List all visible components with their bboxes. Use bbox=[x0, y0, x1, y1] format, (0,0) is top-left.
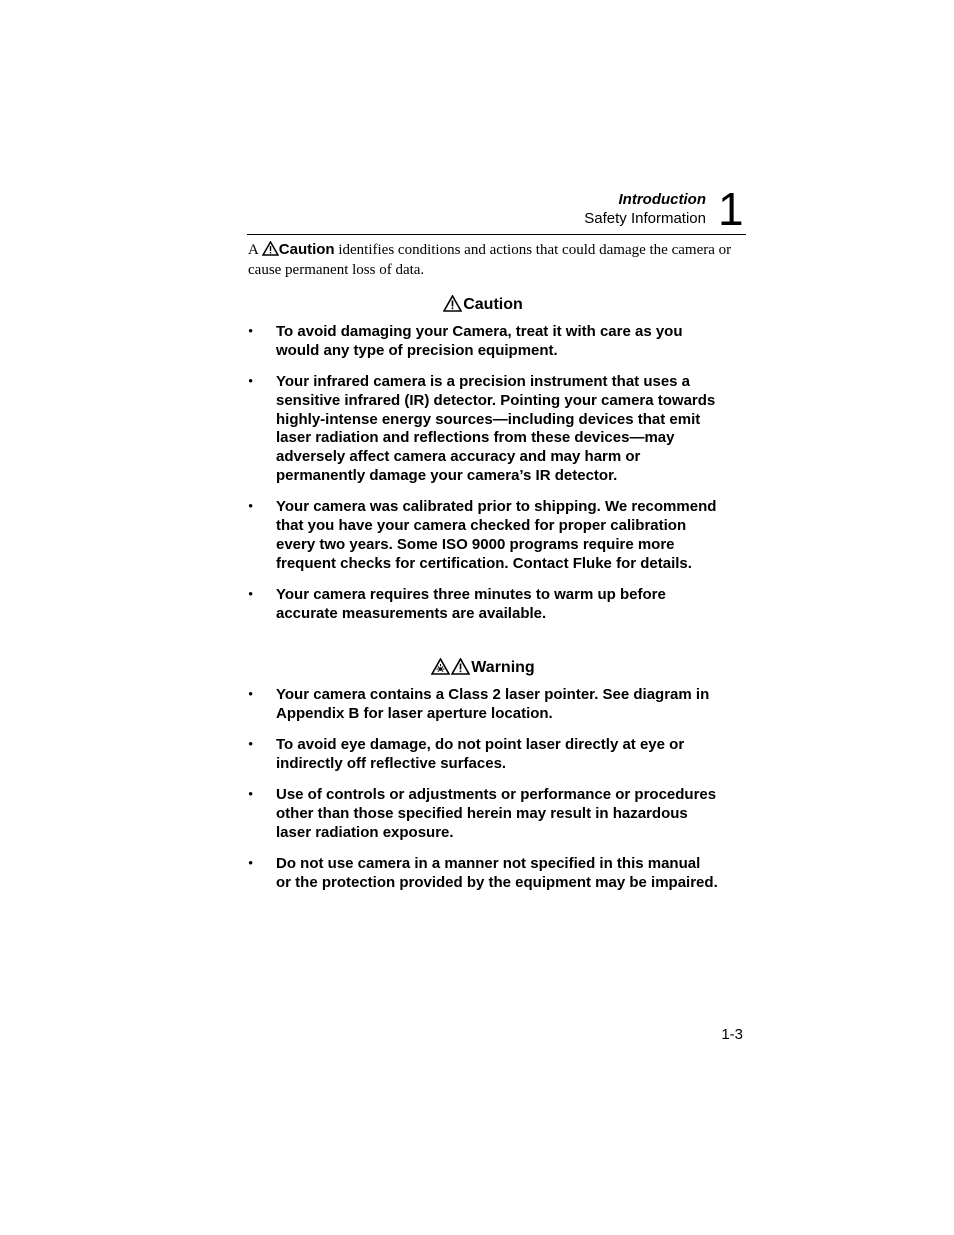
bullet: • bbox=[248, 586, 254, 603]
chapter-number: 1 bbox=[718, 183, 744, 235]
warning-triangle-icon bbox=[443, 295, 462, 312]
bullet: • bbox=[248, 499, 254, 516]
intro-prefix: A bbox=[248, 242, 259, 258]
bullet: • bbox=[248, 373, 254, 390]
list-item-text: Do not use camera in a manner not specified in this manual or the protection provided by the equipment may be impaired. bbox=[276, 854, 718, 891]
caution-list bbox=[248, 323, 718, 636]
list-item-text: Your camera requires three minutes to warm up before accurate measurements are available. bbox=[276, 585, 666, 622]
header-rule bbox=[247, 234, 746, 235]
list-item-text: Your infrared camera is a precision instrument that uses a sensitive infrared (IR) detector. Pointing your camera towards highly-intense energy sources—including devices that emit laser radiation and reflections from these devices—may adversely affect camera accuracy and may harm or permanently damage your camera’s IR detector. bbox=[276, 372, 716, 484]
list-item bbox=[248, 786, 718, 842]
warning-heading bbox=[248, 658, 718, 678]
list-item bbox=[248, 323, 718, 361]
list-item bbox=[248, 686, 718, 724]
caution-heading-label: Caution bbox=[463, 296, 523, 313]
warning-list bbox=[248, 686, 718, 905]
list-item bbox=[248, 498, 718, 573]
list-item bbox=[248, 855, 718, 893]
laser-hazard-icon bbox=[431, 658, 450, 675]
header-subsection-title: Safety Information bbox=[584, 210, 706, 227]
intro-keyword: Caution bbox=[278, 241, 335, 258]
header-section-title: Introduction bbox=[618, 191, 706, 208]
bullet: • bbox=[248, 687, 254, 703]
bullet: • bbox=[248, 324, 254, 340]
list-item bbox=[248, 586, 718, 624]
list-item-text: To avoid eye damage, do not point laser directly at eye or indirectly off reflective surfaces. bbox=[276, 735, 685, 772]
caution-heading bbox=[248, 295, 718, 315]
list-item-text: To avoid damaging your Camera, treat it with care as you would any type of precision equipment. bbox=[276, 323, 683, 359]
warning-triangle-icon bbox=[451, 658, 470, 675]
intro-text: identifies conditions and actions that could damage the camera or cause permanent loss of data. bbox=[248, 242, 732, 278]
warning-triangle-icon bbox=[262, 241, 279, 256]
page-number: 1-3 bbox=[721, 1026, 743, 1043]
list-item-text: Use of controls or adjustments or performance or procedures other than those specified herein may result in hazardous laser radiation exposure. bbox=[276, 785, 717, 841]
warning-heading-label: Warning bbox=[471, 659, 535, 676]
list-item bbox=[248, 736, 718, 774]
list-item-text: Your camera was calibrated prior to shipping. We recommend that you have your camera checked for proper calibration every two years. Some ISO 9000 programs require more frequent checks for certification. Contact Fluke for details. bbox=[276, 498, 717, 572]
bullet: • bbox=[248, 736, 254, 753]
list-item-text: Your camera contains a Class 2 laser pointer. See diagram in Appendix B for laser aperture location. bbox=[276, 686, 710, 722]
bullet: • bbox=[248, 855, 254, 872]
list-item bbox=[248, 373, 718, 486]
intro-paragraph bbox=[248, 240, 748, 280]
bullet: • bbox=[248, 786, 254, 803]
